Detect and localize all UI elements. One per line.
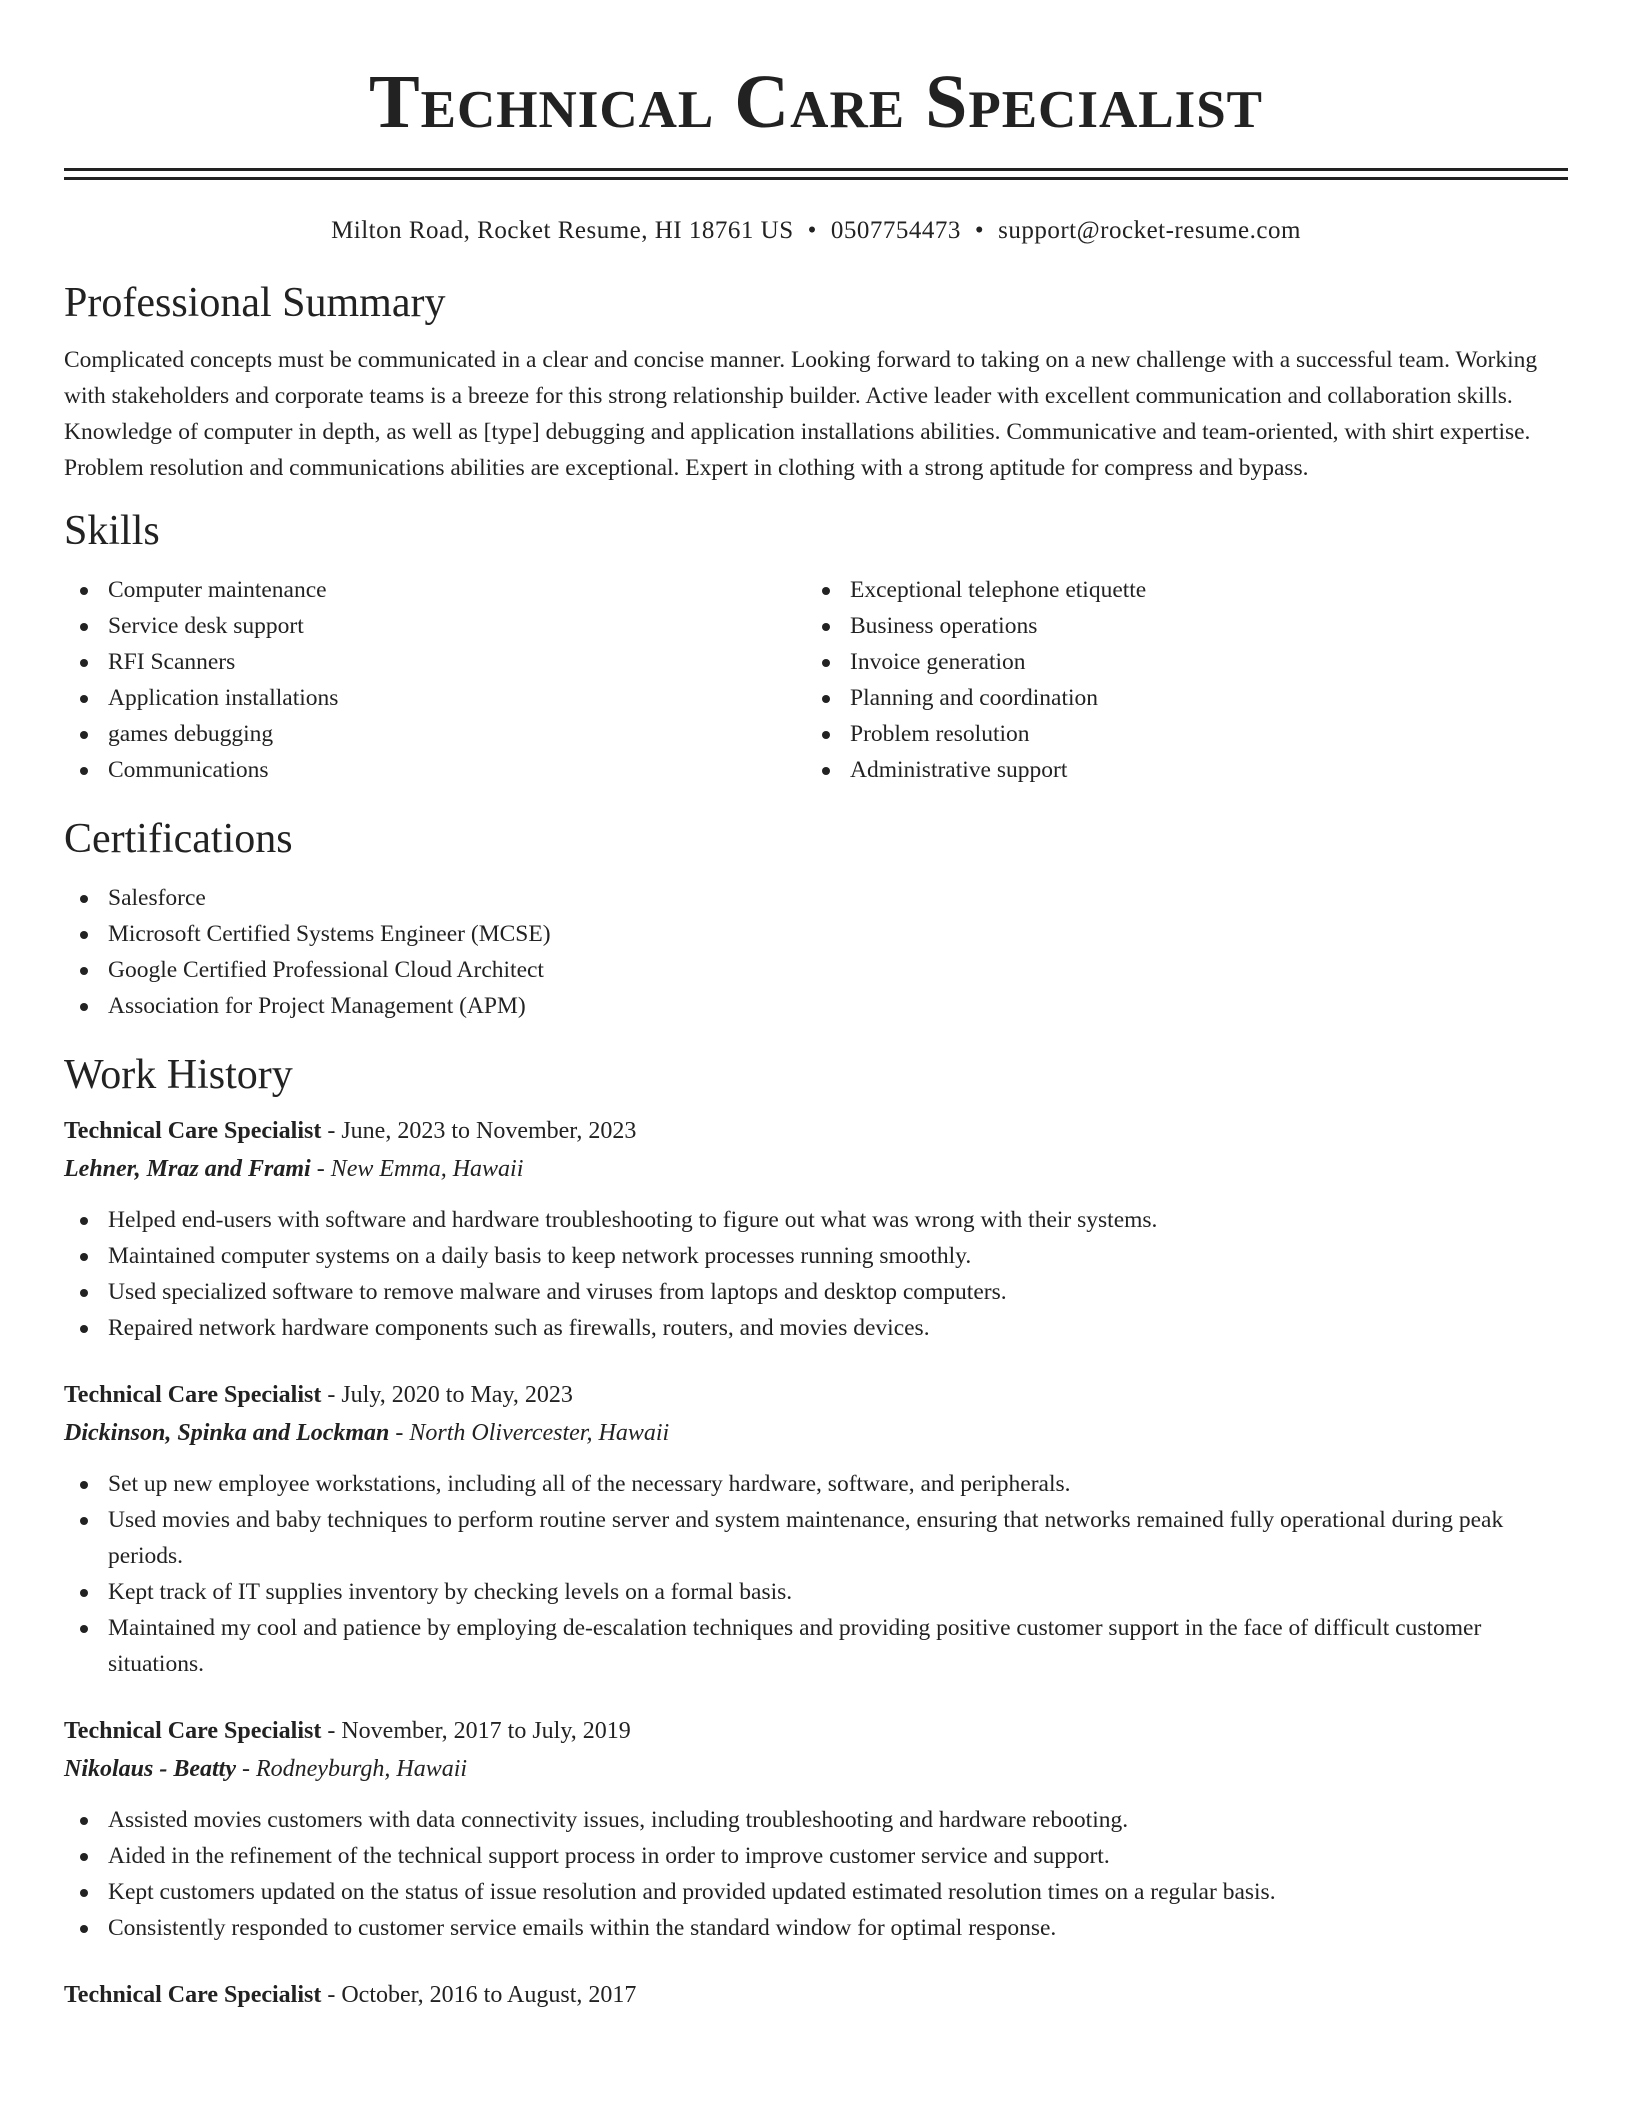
job-role: Technical Care Specialist	[64, 1118, 322, 1144]
job-bullet: Aided in the refinement of the technical support process in order to improve customer service and support.	[64, 1838, 1568, 1874]
job-bullet: Kept customers updated on the status of issue resolution and provided updated estimated resolution times on a regular basis.	[64, 1874, 1568, 1910]
job-bullet: Consistently responded to customer service emails within the standard window for optimal response.	[64, 1910, 1568, 1946]
skill-item: games debugging	[64, 716, 806, 752]
resume-page	[64, 0, 1568, 2014]
job-dates: - November, 2017 to July, 2019	[321, 1718, 631, 1744]
section-title-skills: Skills	[64, 508, 160, 554]
rule-line-bottom	[64, 177, 1568, 180]
contact-line	[64, 216, 1568, 246]
section-title-work-history: Work History	[64, 1052, 293, 1098]
job-entry	[64, 1712, 1568, 1946]
job-bullet: Kept track of IT supplies inventory by checking levels on a formal basis.	[64, 1574, 1568, 1610]
skill-item: Administrative support	[806, 752, 1548, 788]
job-bullet: Maintained computer systems on a daily basis to keep network processes running smoothly.	[64, 1238, 1568, 1274]
certifications-list	[64, 880, 1568, 1024]
job-entry	[64, 1112, 1568, 1346]
job-heading	[64, 1712, 1568, 1750]
job-entry	[64, 1376, 1568, 1682]
contact-address: Milton Road, Rocket Resume, HI 18761 US	[331, 217, 794, 244]
job-bullet: Helped end-users with software and hardware troubleshooting to figure out what was wrong with their systems.	[64, 1202, 1568, 1238]
skill-item: Computer maintenance	[64, 572, 806, 608]
skill-item: Planning and coordination	[806, 680, 1548, 716]
job-dates: - July, 2020 to May, 2023	[321, 1382, 573, 1408]
job-company: Lehner, Mraz and Frami	[64, 1156, 311, 1182]
resume-name: Technical Care Specialist	[368, 60, 1264, 144]
skill-item: Communications	[64, 752, 806, 788]
contact-phone: 0507754473	[830, 217, 961, 244]
skill-item: RFI Scanners	[64, 644, 806, 680]
job-bullet: Maintained my cool and patience by employing de-escalation techniques and providing positive customer support in the face of difficult customer situations.	[64, 1610, 1568, 1682]
skills-column-left	[64, 572, 806, 788]
job-bullet: Used specialized software to remove malware and viruses from laptops and desktop computers.	[64, 1274, 1568, 1310]
job-dates: - June, 2023 to November, 2023	[321, 1118, 637, 1144]
job-role: Technical Care Specialist	[64, 1982, 322, 2008]
job-bullets	[64, 1202, 1568, 1346]
summary-text: Complicated concepts must be communicated in a clear and concise manner. Looking forward to taking on a new challenge with a successful team. Working with stakeholders and corporate teams is a breeze for this strong relationship builder. Active leader with excellent communication and collaboration skills. Knowledge of computer in depth, as well as [type] debugging and application installations abilities. Communicative and team-oriented, with shirt expertise. Problem resolution and communications abilities are exceptional. Expert in clothing with a strong aptitude for compress and bypass.	[64, 347, 1538, 481]
job-dates: - October, 2016 to August, 2017	[321, 1982, 637, 2008]
contact-email[interactable]: support@rocket-resume.com	[998, 217, 1301, 244]
certification-item: Microsoft Certified Systems Engineer (MCSE)	[64, 916, 1568, 952]
skill-item: Problem resolution	[806, 716, 1548, 752]
contact-separator: •	[974, 217, 985, 244]
certification-item: Salesforce	[64, 880, 1568, 916]
job-company: Dickinson, Spinka and Lockman	[64, 1420, 390, 1446]
job-company: Nikolaus - Beatty	[64, 1756, 236, 1782]
header-double-rule	[64, 168, 1568, 180]
skill-item: Exceptional telephone etiquette	[806, 572, 1548, 608]
job-entry	[64, 1976, 1568, 2014]
skill-item: Business operations	[806, 608, 1548, 644]
skill-item: Service desk support	[64, 608, 806, 644]
job-role: Technical Care Specialist	[64, 1382, 322, 1408]
job-heading	[64, 1376, 1568, 1414]
job-bullet: Set up new employee workstations, including all of the necessary hardware, software, and peripherals.	[64, 1466, 1568, 1502]
job-bullet: Used movies and baby techniques to perform routine server and system maintenance, ensuring that networks remained fully operational during peak periods.	[64, 1502, 1568, 1574]
job-heading	[64, 1112, 1568, 1150]
certification-item: Google Certified Professional Cloud Architect	[64, 952, 1568, 988]
job-location: - North Olivercester, Hawaii	[389, 1420, 670, 1446]
skills-column-right	[806, 572, 1548, 788]
contact-separator: •	[807, 217, 817, 244]
certification-item: Association for Project Management (APM)	[64, 988, 1568, 1024]
section-title-summary: Professional Summary	[64, 280, 446, 326]
job-bullet: Repaired network hardware components such as firewalls, routers, and movies devices.	[64, 1310, 1568, 1346]
skill-item: Invoice generation	[806, 644, 1548, 680]
job-bullets	[64, 1466, 1568, 1682]
job-role: Technical Care Specialist	[64, 1718, 322, 1744]
job-heading	[64, 1976, 1568, 2014]
section-title-certifications: Certifications	[64, 816, 293, 862]
job-company-line	[64, 1414, 1568, 1452]
job-location: - New Emma, Hawaii	[310, 1156, 524, 1182]
skill-item: Application installations	[64, 680, 806, 716]
job-bullets	[64, 1802, 1568, 1946]
job-company-line	[64, 1750, 1568, 1788]
skills-list	[64, 572, 1568, 788]
job-company-line	[64, 1150, 1568, 1188]
job-location: - Rodneyburgh, Hawaii	[236, 1756, 468, 1782]
job-bullet: Assisted movies customers with data connectivity issues, including troubleshooting and hardware rebooting.	[64, 1802, 1568, 1838]
